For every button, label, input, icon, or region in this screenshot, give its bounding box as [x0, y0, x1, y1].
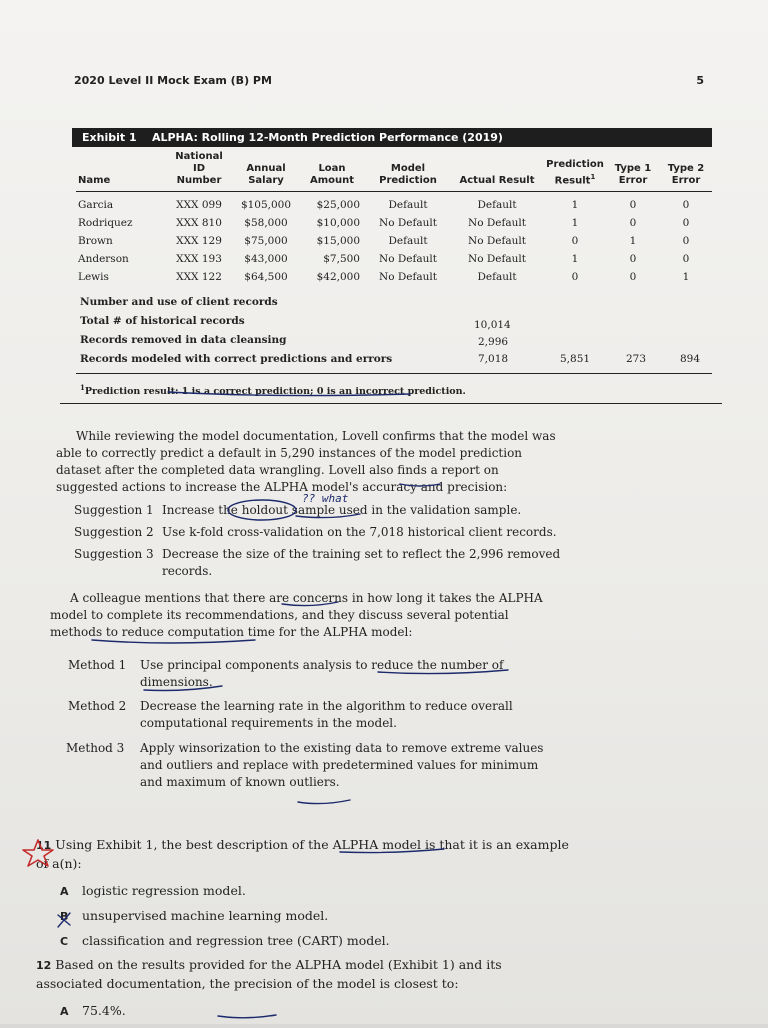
cell-salary: $58,000	[244, 217, 288, 229]
q12-option-a[interactable]	[60, 1002, 126, 1021]
cell-pred: 1	[571, 253, 579, 265]
question-12	[36, 956, 556, 993]
cell-type2: 0	[682, 217, 690, 229]
col-type1: Type 1 Error	[606, 149, 660, 192]
cell-type2: 0	[682, 253, 690, 265]
cell-loan: $42,000	[316, 271, 360, 283]
exhibit-label: Exhibit 1	[82, 131, 137, 144]
question-number: 12	[36, 959, 52, 972]
summary-removed-label: Records removed in data cleansing	[80, 334, 287, 346]
suggestion-text: Increase the holdout sample used in the validation sample.	[162, 503, 522, 517]
handwritten-note: ?? what	[302, 492, 349, 505]
summary-modeled-type2: 894	[680, 353, 701, 365]
cell-model: No Default	[379, 253, 437, 265]
records-summary	[80, 293, 710, 369]
col-type2: Type 2 Error	[660, 149, 712, 192]
summary-total-label: Total # of historical records	[80, 315, 245, 327]
cell-name: Rodriquez	[78, 217, 133, 229]
cell-actual: No Default	[468, 253, 526, 265]
method-label: Method 1	[68, 658, 127, 672]
question-11	[36, 836, 576, 873]
question-text: Based on the results provided for the ALPHA model (Exhibit 1) and its associated documentation, the precision of the model is closest to:	[36, 957, 502, 991]
method-text: Apply winsorization to the existing data to remove extreme values and outliers and replace with predetermined values for minimum and maximum of known outliers.	[140, 741, 544, 789]
col-model: Model Prediction	[366, 149, 450, 192]
cell-type1: 1	[629, 235, 637, 247]
cell-type2: 0	[682, 235, 690, 247]
col-name: Name	[76, 149, 164, 192]
suggestion-label: Suggestion 3	[74, 547, 154, 561]
exhibit-title: ALPHA: Rolling 12-Month Prediction Performance (2019)	[151, 131, 503, 144]
cell-model: No Default	[379, 271, 437, 283]
cell-salary: $64,500	[244, 271, 288, 283]
cell-actual: No Default	[468, 217, 526, 229]
cell-pred: 1	[571, 199, 579, 211]
table-bottom-rule	[76, 373, 712, 374]
option-letter: C	[60, 935, 69, 948]
method-text: Use principal components analysis to reduce the number of dimensions.	[140, 658, 504, 689]
table-row	[76, 214, 712, 232]
paragraph-computation: A colleague mentions that there are concerns in how long it takes the ALPHA model to complete its recommendations, and they discuss several potential methods to reduce computation time for the ALPHA model:	[50, 591, 543, 639]
table-row	[76, 232, 712, 250]
q11-option-c[interactable]	[60, 932, 390, 951]
table-row	[76, 268, 712, 286]
cell-loan: $7,500	[323, 253, 360, 265]
cell-type1: 0	[629, 217, 637, 229]
cell-id: XXX 193	[176, 253, 222, 265]
exhibit-footnote: $^1$Prediction result: 1 is a correct prediction; 0 is an incorrect prediction.	[80, 383, 466, 398]
summary-modeled-value: 7,018	[478, 353, 509, 365]
suggestion-text: Use k-fold cross-validation on the 7,018 historical client records.	[162, 525, 557, 539]
cell-model: Default	[388, 199, 428, 211]
cell-actual: Default	[477, 199, 517, 211]
cell-pred: 1	[571, 217, 579, 229]
table-row	[76, 250, 712, 268]
option-letter: A	[60, 1005, 69, 1018]
summary-modeled-type1: 273	[626, 353, 647, 365]
option-letter: B	[60, 910, 69, 923]
cell-pred: 0	[571, 271, 579, 283]
summary-modeled-label: Records modeled with correct predictions and errors	[80, 353, 393, 365]
cell-model: Default	[388, 235, 428, 247]
table-row	[76, 192, 712, 215]
cell-salary: $105,000	[240, 199, 292, 211]
summary-total-row	[80, 312, 710, 331]
cell-loan: $25,000	[316, 199, 360, 211]
cell-type2: 0	[682, 199, 690, 211]
col-actual: Actual Result	[450, 149, 544, 192]
cell-name: Lewis	[78, 271, 109, 283]
footnote-rule	[60, 403, 722, 404]
col-id: National ID Number	[164, 149, 234, 192]
suggestion-text: Decrease the size of the training set to reflect the 2,996 removed records.	[162, 547, 561, 578]
col-salary: Annual Salary	[234, 149, 298, 192]
cell-loan: $10,000	[316, 217, 360, 229]
paragraph-review: While reviewing the model documentation, Lovell confirms that the model was able to correctly predict a default in 5,290 instances of the model prediction dataset after the completed data wrangling. Lovell also finds a report on suggested actions to increase the ALPHA model's accuracy and precision:	[56, 429, 556, 494]
cell-salary: $43,000	[244, 253, 288, 265]
summary-heading: Number and use of client records	[80, 296, 278, 308]
method-label: Method 2	[68, 699, 127, 713]
outliers-underline	[298, 800, 350, 804]
cell-name: Brown	[78, 235, 113, 247]
cell-type1: 0	[629, 271, 637, 283]
cell-loan: $15,000	[316, 235, 360, 247]
cell-type1: 0	[629, 199, 637, 211]
cell-actual: Default	[477, 271, 517, 283]
running-header	[74, 74, 704, 87]
cell-salary: $75,000	[244, 235, 288, 247]
option-text: unsupervised machine learning model.	[82, 908, 329, 923]
question-number: 11	[36, 839, 52, 852]
summary-modeled-pred: 5,851	[560, 353, 591, 365]
cell-name: Anderson	[78, 253, 129, 265]
col-pred: Prediction Result$^1$	[544, 149, 606, 192]
table-header-row	[76, 149, 712, 192]
cell-id: XXX 810	[176, 217, 222, 229]
exhibit-title-bar	[72, 128, 712, 147]
cell-id: XXX 122	[176, 271, 222, 283]
exhibit-table	[76, 149, 712, 286]
q11-option-a[interactable]	[60, 882, 246, 901]
cell-type1: 0	[629, 253, 637, 265]
option-letter: A	[60, 885, 69, 898]
header-title: 2020 Level II Mock Exam (B) PM	[74, 74, 272, 87]
cell-actual: No Default	[468, 235, 526, 247]
q11-option-b[interactable]	[60, 907, 328, 926]
option-text: classification and regression tree (CART) model.	[82, 933, 390, 948]
summary-removed-value: 2,996	[478, 336, 509, 348]
method-label: Method 3	[66, 741, 125, 755]
summary-total-value: 10,014	[474, 319, 511, 331]
cell-pred: 0	[571, 235, 579, 247]
cell-name: Garcia	[78, 199, 114, 211]
method-text: Decrease the learning rate in the algorithm to reduce overall computational requirements in the model.	[140, 699, 513, 730]
option-text: 75.4%.	[82, 1003, 126, 1018]
cell-type2: 1	[682, 271, 690, 283]
cell-id: XXX 129	[176, 235, 222, 247]
summary-removed-row	[80, 331, 710, 350]
col-loan: Loan Amount	[298, 149, 366, 192]
suggestion-label: Suggestion 2	[74, 525, 154, 539]
cell-id: XXX 099	[176, 199, 222, 211]
precision-q12-underline	[218, 1015, 276, 1018]
question-text: Using Exhibit 1, the best description of the ALPHA model is that it is an example of a(n):	[36, 837, 569, 871]
option-text: logistic regression model.	[82, 883, 246, 898]
cell-model: No Default	[379, 217, 437, 229]
suggestion-label: Suggestion 1	[74, 503, 154, 517]
summary-modeled-row	[80, 350, 710, 369]
page-number: 5	[696, 74, 704, 87]
